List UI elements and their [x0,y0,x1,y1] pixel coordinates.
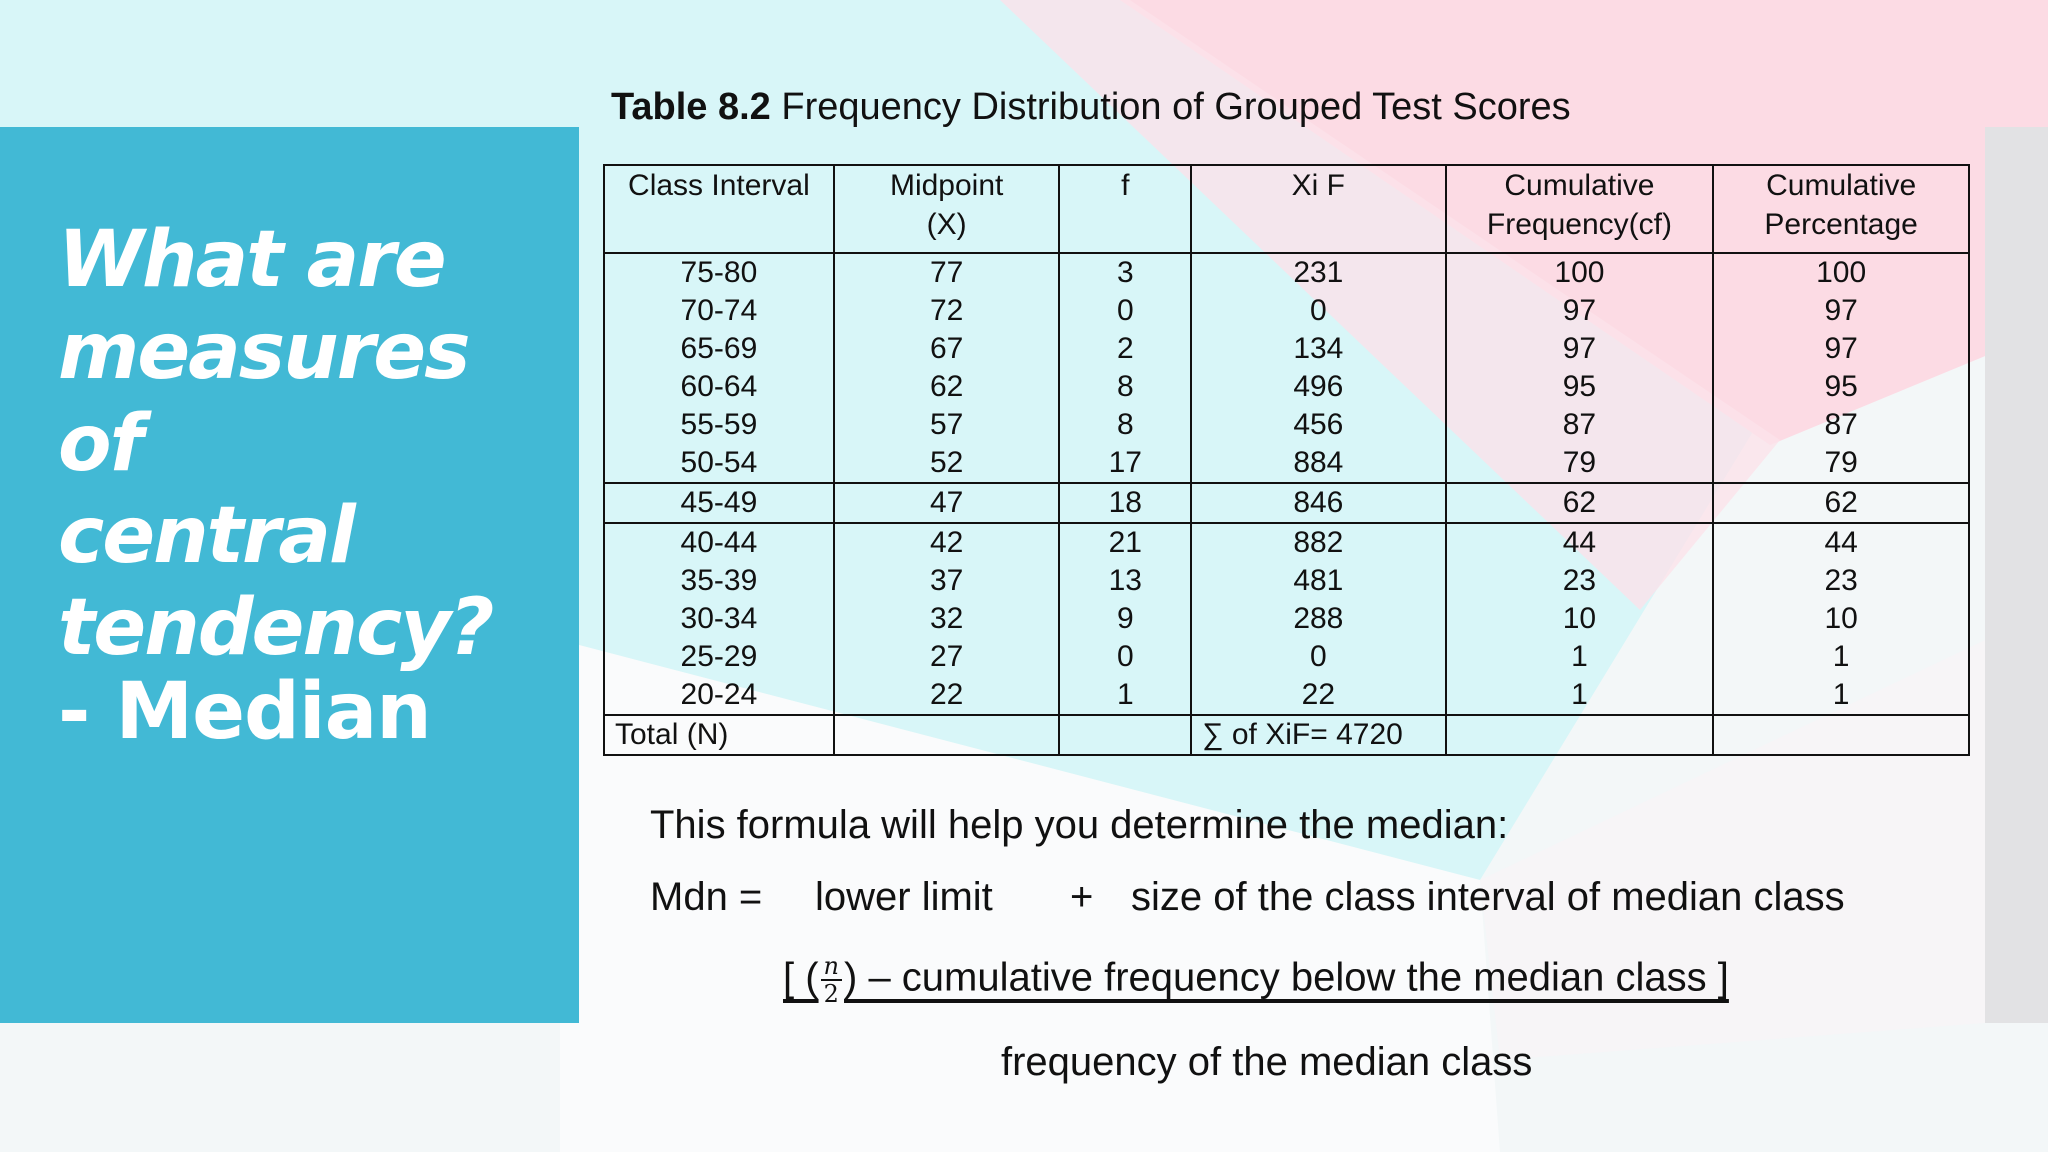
fraction-numerator: n [821,953,842,981]
table-cell: 27 [834,638,1060,676]
table-cell: 100 [1713,253,1969,292]
table-cell: 52 [834,444,1060,483]
numerator-open: [ ( [783,955,819,1000]
table-cell: 62 [1713,483,1969,523]
table-cell: 8 [1059,406,1191,444]
numerator-rest: ) – cumulative frequency below the median class ] [844,955,1729,1000]
table-cell: 50-54 [604,444,834,483]
table-row [604,406,1969,444]
column-header [834,165,1060,253]
table-cell: 846 [1191,483,1445,523]
table-cell: 0 [1191,292,1445,330]
table-cell: 79 [1446,444,1714,483]
table-cell: 77 [834,253,1060,292]
table-cell: 21 [1059,523,1191,562]
table-cell: 10 [1713,600,1969,638]
column-header [1059,165,1191,253]
table-cell: 20-24 [604,676,834,715]
slide-subheading: - Median [58,667,431,757]
table-cell: 87 [1446,406,1714,444]
table-cell: 65-69 [604,330,834,368]
table-caption-label: Table 8.2 [611,86,771,128]
frequency-table [603,164,1970,756]
table-caption-title: Frequency Distribution of Grouped Test Scores [770,86,1571,128]
table-cell: 0 [1191,638,1445,676]
total-cell: ∑ of XiF= 4720 [1191,715,1445,755]
table-row [604,562,1969,600]
table-row [604,676,1969,715]
table-cell: 75-80 [604,253,834,292]
table-cell: 44 [1446,523,1714,562]
table-cell: 72 [834,292,1060,330]
column-header-line: Cumulative [1504,169,1655,202]
fraction-denominator: 2 [823,980,839,1008]
table-cell: 496 [1191,368,1445,406]
column-header [1713,165,1969,253]
total-cell [1713,715,1969,755]
table-row [604,523,1969,562]
table-row [604,600,1969,638]
total-cell [1059,715,1191,755]
column-header-line: Xi F [1291,169,1346,202]
total-row [604,715,1969,755]
column-header [604,165,834,253]
table-cell: 97 [1446,330,1714,368]
table-cell: 97 [1713,292,1969,330]
table-cell: 35-39 [604,562,834,600]
table-cell: 87 [1713,406,1969,444]
table-cell: 8 [1059,368,1191,406]
table-cell: 22 [1191,676,1445,715]
right-edge-strip [1985,127,2048,1023]
table-cell: 40-44 [604,523,834,562]
table-cell: 67 [834,330,1060,368]
table-cell: 231 [1191,253,1445,292]
heading-line: tendency? [58,583,493,673]
table-cell: 1 [1713,676,1969,715]
table-cell: 62 [1446,483,1714,523]
table-cell: 23 [1446,562,1714,600]
table-row [604,292,1969,330]
table-cell: 10 [1446,600,1714,638]
table-cell: 100 [1446,253,1714,292]
table-cell: 70-74 [604,292,834,330]
table-row [604,330,1969,368]
table-row [604,253,1969,292]
total-cell [1446,715,1714,755]
formula-numerator [783,953,1729,1007]
table-cell: 95 [1713,368,1969,406]
table-cell: 30-34 [604,600,834,638]
table-cell: 97 [1713,330,1969,368]
median-class-row [604,483,1969,523]
table-cell: 0 [1059,638,1191,676]
table-row [604,638,1969,676]
table-cell: 456 [1191,406,1445,444]
table-cell: 25-29 [604,638,834,676]
table-cell: 32 [834,600,1060,638]
table-cell: 47 [834,483,1060,523]
table-cell: 79 [1713,444,1969,483]
formula-lower-limit: lower limit [815,875,993,919]
column-header-line: Cumulative [1766,169,1917,202]
table-cell: 481 [1191,562,1445,600]
heading-line: What are [58,215,445,305]
column-header [1446,165,1714,253]
table-cell: 45-49 [604,483,834,523]
table-cell: 13 [1059,562,1191,600]
total-cell [834,715,1060,755]
column-header-line: Midpoint [889,169,1004,202]
table-cell: 23 [1713,562,1969,600]
heading-line: central [58,491,354,581]
table-cell: 288 [1191,600,1445,638]
table-cell: 44 [1713,523,1969,562]
table-cell: 0 [1059,292,1191,330]
table-cell: 134 [1191,330,1445,368]
table-cell: 18 [1059,483,1191,523]
table-cell: 57 [834,406,1060,444]
table-cell: 17 [1059,444,1191,483]
table-cell: 22 [834,676,1060,715]
formula-denominator: frequency of the median class [1001,1040,1533,1084]
table-body [604,253,1969,755]
formula-size-text: size of the class interval of median class [1131,875,1845,919]
table-cell: 95 [1446,368,1714,406]
formula-intro: This formula will help you determine the median: [650,803,1509,847]
table-cell: 42 [834,523,1060,562]
table-cell: 882 [1191,523,1445,562]
heading-line: measures of [58,307,469,489]
slide-heading [58,214,558,674]
table-cell: 1 [1446,638,1714,676]
table-cell: 2 [1059,330,1191,368]
formula-plus: + [1070,875,1094,919]
column-header-line: Class Interval [628,169,810,202]
column-header-line: f [1121,169,1130,202]
formula-mdn: Mdn = [650,875,763,919]
table-cell: 3 [1059,253,1191,292]
table-row [604,444,1969,483]
total-cell: Total (N) [604,715,834,755]
table-cell: 60-64 [604,368,834,406]
table-cell: 1 [1059,676,1191,715]
table-cell: 37 [834,562,1060,600]
table-cell: 97 [1446,292,1714,330]
table-caption [611,86,1571,129]
column-header [1191,165,1445,253]
column-header-line: Frequency(cf) [1486,208,1672,241]
n-over-2-fraction [821,953,842,1007]
table-row [604,368,1969,406]
table-cell: 1 [1446,676,1714,715]
table-cell: 55-59 [604,406,834,444]
table-cell: 9 [1059,600,1191,638]
table-cell: 884 [1191,444,1445,483]
table-cell: 62 [834,368,1060,406]
table-header-row [604,165,1969,253]
column-header-line: Percentage [1764,208,1918,241]
column-header-line: (X) [926,208,967,241]
table-cell: 1 [1713,638,1969,676]
